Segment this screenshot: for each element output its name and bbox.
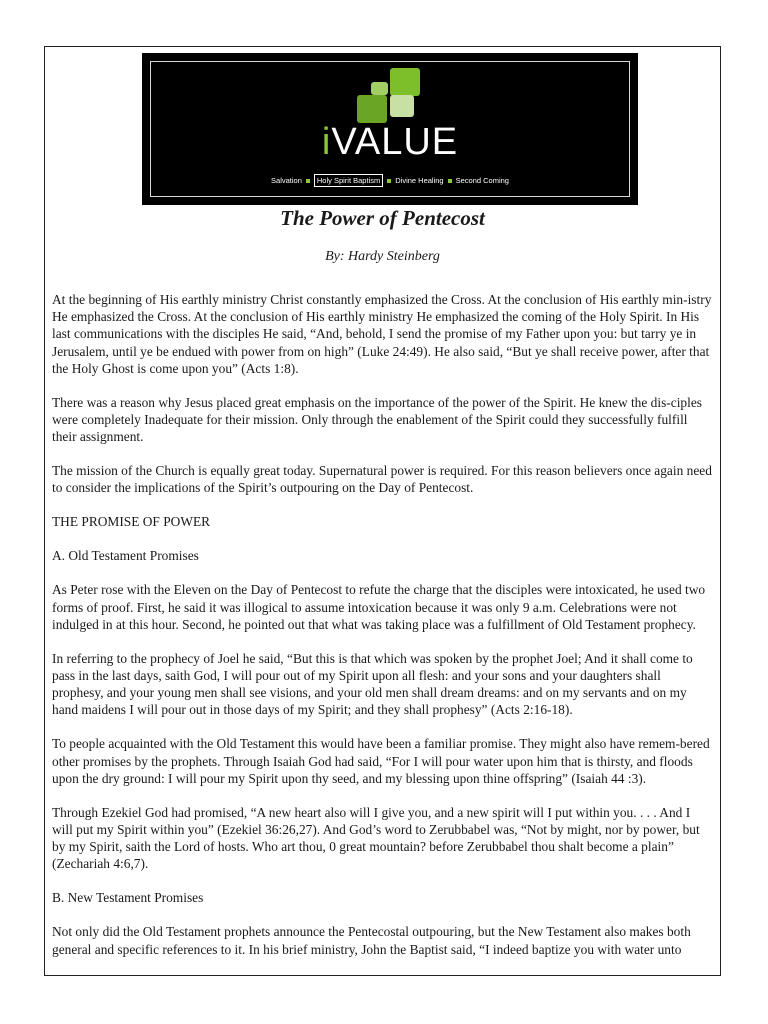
tagline-item: Salvation: [271, 176, 302, 185]
logo-squares-icon: [357, 66, 423, 128]
paragraph: The mission of the Church is equally great today. Supernatural power is required. For this reason believers once again need to consider the implications of the Spirit’s outpouring on the Day of Pentecost.: [52, 463, 712, 496]
banner-tagline: [142, 177, 638, 185]
logo-wordmark: iVALUE: [321, 121, 459, 163]
tagline-item-highlighted: Holy Spirit Baptism: [314, 174, 383, 187]
paragraph: At the beginning of His earthly ministry Christ constantly emphasized the Cross. At the conclusion of His earthly min-istry He emphasized the Cross. At the conclusion of His earthly ministry He emphasized the coming of the Holy Spirit. In His last communications with the disciples He said, “And, behold, I send the promise of my Father upon you: but tarry ye in Jerusalem, until ye be endued with power from on high” (Luke 24:49). He also said, “But ye shall receive power, after that the Holy Ghost is come upon you” (Acts 1:8).: [52, 292, 712, 376]
article-title: The Power of Pentecost: [280, 206, 485, 230]
paragraph: Not only did the Old Testament prophets announce the Pentecostal outpouring, but the New Testament also makes both general and specific references to it. In his brief ministry, John the Baptist said, “I indeed baptize you with water unto: [52, 924, 691, 957]
bullet-icon: [306, 179, 310, 183]
ivalue-banner: [142, 53, 638, 205]
paragraph: In referring to the prophecy of Joel he said, “But this is that which was spoken by the prophet Joel; And it shall come to pass in the last days, saith God, I will pour out of my Spirit upon all flesh: and your sons and your daughters shall prophesy, and your young men shall see visions, and your old men shall dream dreams: and on my servants and on my hand maidens I will pour out in those days of my Spirit; and they shall prophesy” (Acts 2:16-18).: [52, 650, 693, 718]
article-body: [52, 291, 712, 975]
tagline-item: Second Coming: [455, 176, 509, 185]
subsection-heading: A. Old Testament Promises: [52, 548, 199, 564]
paragraph: To people acquainted with the Old Testament this would have been a familiar promise. They might also have remem-bered other promises by the prophets. Through Isaiah God had said, “For I will pour water upon him that is thirsty, and floods upon the dry ground: I will pour my Spirit upon thy seed, and my blessing upon thine offspring” (Isaiah 44 :3).: [52, 736, 710, 786]
document-page: [44, 46, 721, 976]
tagline-item: Divine Healing: [395, 176, 444, 185]
paragraph: Through Ezekiel God had promised, “A new heart also will I give you, and a new spirit will I put within you. . . . And I will put my Spirit within you” (Ezekiel 36:26,27). And God’s word to Zerubbabel was, “Not by might, nor by power, but by my Spirit, saith the Lord of hosts. Who art thou, 0 great mountain? before Zerubbabel thou shalt become a plain” (Zechariah 4:6,7).: [52, 804, 700, 872]
paragraph: As Peter rose with the Eleven on the Day of Pentecost to refute the charge that the disciples were intoxicated, he used two forms of proof. First, he said it was illogical to assume intoxication because it was only 9 a.m. Celebrations were not indulged in at this hour. Second, he pointed out that what was taking place was a fulfillment of Old Testament prophecy.: [52, 582, 706, 632]
bullet-icon: [387, 179, 391, 183]
article-byline: By: Hardy Steinberg: [325, 249, 440, 264]
subsection-heading: B. New Testament Promises: [52, 890, 204, 906]
section-heading: THE PROMISE OF POWER: [52, 514, 211, 530]
paragraph: There was a reason why Jesus placed great emphasis on the importance of the power of the Spirit. He knew the dis-ciples were completely Inadequate for their mission. Only through the enablement of the Spirit could they successfully fulfill their assignment.: [52, 394, 702, 445]
bullet-icon: [448, 179, 452, 183]
